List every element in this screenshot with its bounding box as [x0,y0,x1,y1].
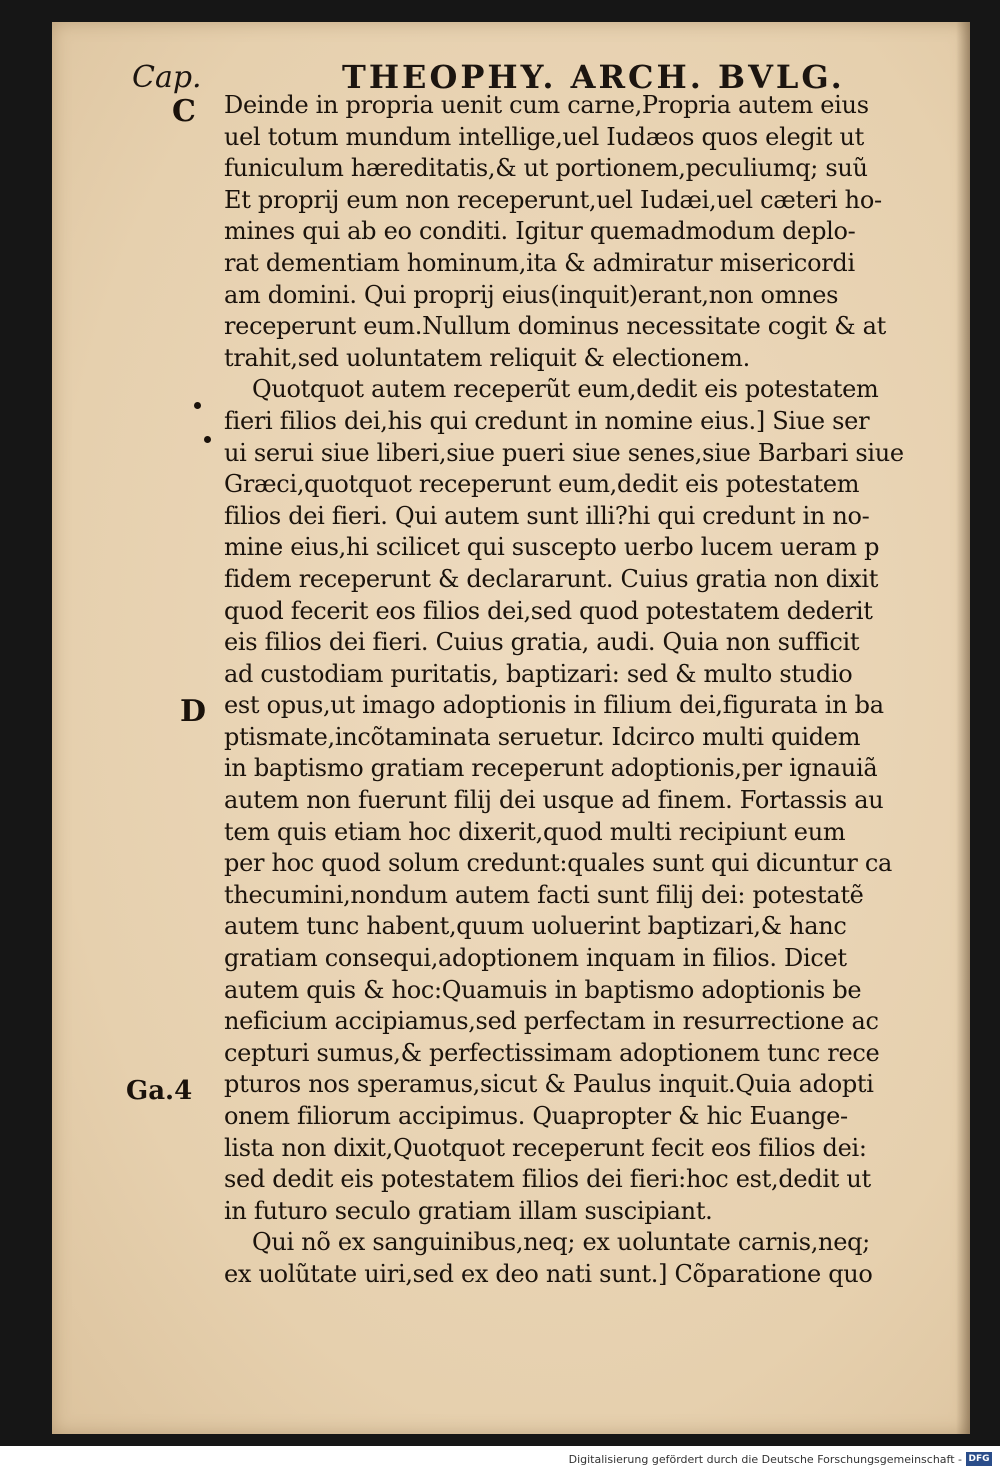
text-line: mine eius,hi scilicet qui suscepto uerbo lucem ueram p [224,533,880,562]
funding-credit: Digitalisierung gefördert durch die Deutsche Forschungsgemeinschaft - [568,1453,962,1466]
text-line: quod fecerit eos filios dei,sed quod potestatem dederit [224,596,873,625]
text-line: sed dedit eis potestatem filios dei fieri:hoc est,dedit ut [224,1165,871,1194]
text-line: onem filiorum accipimus. Quapropter & hic Euange- [224,1102,848,1130]
text-line: ptismate,incõtaminata seruetur. Idcirco multi quidem [224,722,861,751]
text-line: trahit,sed uoluntatem reliquit & electionem. [224,343,750,372]
margin-bullet [194,402,201,409]
text-line: receperunt eum.Nullum dominus necessitate cogit & at [224,312,886,341]
text-line: tem quis etiam hoc dixerit,quod multi recipiunt eum [224,817,846,846]
text-line: Deinde in propria uenit cum carne,Propria autem eius [224,91,869,119]
text-line: fieri filios dei,his qui credunt in nomine eius.] Siue ser [224,406,870,435]
text-line: rat dementiam hominum,ita & admiratur misericordi [224,248,855,277]
text-line: autem quis & hoc:Quamuis in baptismo adoptionis be [224,975,862,1004]
margin-reference: Ga.4 [126,1076,193,1106]
text-line: per hoc quod solum credunt:quales sunt qui dicuntur ca [224,849,893,878]
book-page [52,22,970,1434]
text-line: gratiam consequi,adoptionem inquam in filios. Dicet [224,944,847,973]
text-line: ad custodiam puritatis, baptizari: sed & multo studio [224,659,853,688]
text-line: autem tunc habent,quum uoluerint baptizari,& hanc [224,912,847,941]
page-gutter-shadow [956,22,970,1434]
text-line: filios dei fieri. Qui autem sunt illi?hi qui credunt in no- [224,501,870,530]
text-line: autem non fuerunt filij dei usque ad finem. Fortassis au [224,786,884,815]
text-line: cepturi sumus,& perfectissimam adoptionem tunc rece [224,1038,880,1067]
text-line: thecumini,nondum autem facti sunt filij dei: potestatẽ [224,880,864,909]
text-line: pturos nos speramus,sicut & Paulus inquit.Quia adopti [224,1070,874,1099]
margin-bullet [204,436,211,443]
text-line: uel totum mundum intellige,uel Iudæos quos elegit ut [224,122,864,151]
text-line: funiculum hæreditatis,& ut portionem,peculiumq; suũ [224,154,868,183]
text-line: mines qui ab eo conditi. Igitur quemadmodum deplo- [224,217,856,246]
margin-letter-d: D [180,694,207,729]
text-line: in futuro seculo gratiam illam suscipiant. [224,1196,713,1225]
text-line: am domini. Qui proprij eius(inquit)erant,non omnes [224,280,839,309]
digitization-footer [0,1446,1000,1474]
text-line: in baptismo gratiam receperunt adoptionis,per ignauiã [224,754,878,783]
text-line: Qui nõ ex sanguinibus,neq; ex uoluntate carnis,neq; [252,1228,870,1257]
text-line: Quotquot autem receperũt eum,dedit eis potestatem [252,375,879,404]
text-line: Et proprij eum non receperunt,uel Iudæi,uel cæteri ho- [224,185,882,214]
body-text [224,90,914,1291]
chapter-label: Cap. [132,60,202,95]
text-line: Græci,quotquot receperunt eum,dedit eis potestatem [224,470,860,499]
text-line: fidem receperunt & declararunt. Cuius gratia non dixit [224,564,879,593]
text-line: eis filios dei fieri. Cuius gratia, audi. Quia non sufficit [224,628,860,657]
running-title: THEOPHY. ARCH. BVLG. [342,58,845,96]
text-line: neficium accipiamus,sed perfectam in resurrectione ac [224,1007,879,1036]
margin-letter-c: C [172,94,196,129]
text-line: lista non dixit,Quotquot receperunt fecit eos filios dei: [224,1133,867,1162]
text-line: ui serui siue liberi,siue pueri siue senes,siue Barbari siue [224,438,904,467]
text-line: est opus,ut imago adoptionis in filium dei,figurata in ba [224,691,884,720]
dfg-logo: DFG [966,1452,992,1466]
text-line: ex uolũtate uiri,sed ex deo nati sunt.] Cõparatione quo [224,1259,873,1288]
